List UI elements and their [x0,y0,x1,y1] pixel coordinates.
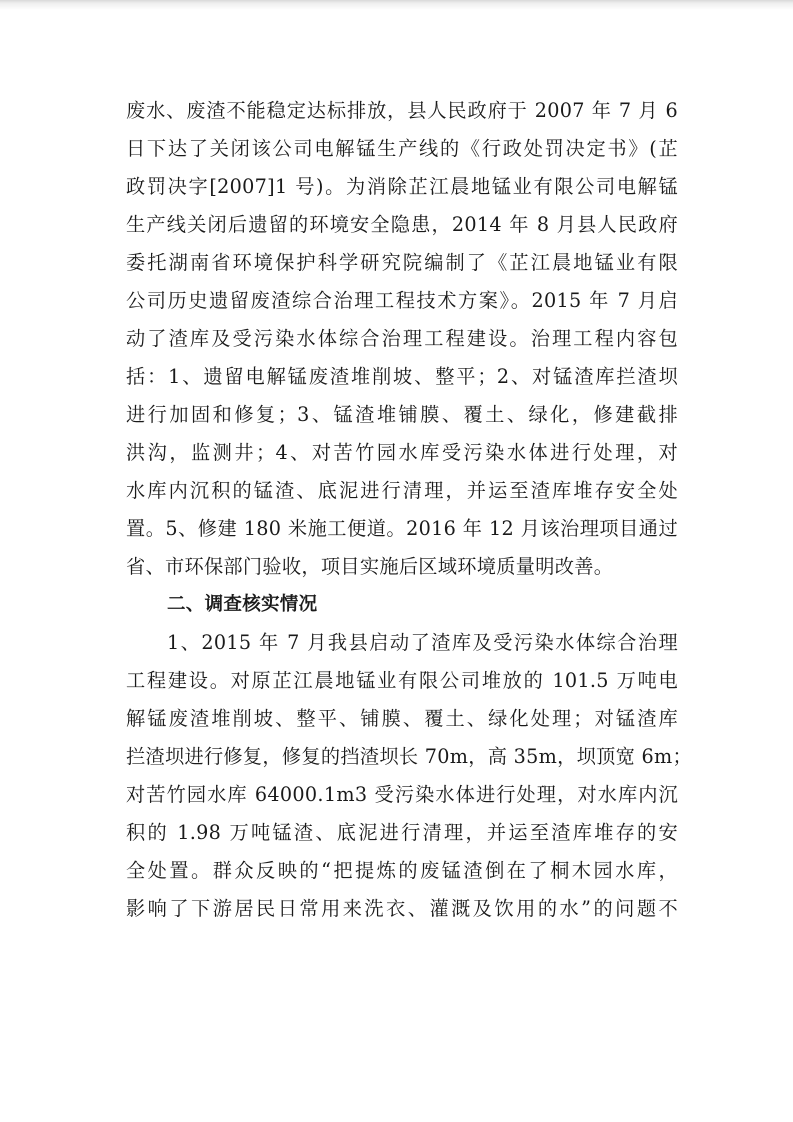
text-line: 1、2015 年 7 月我县启动了渣库及受污染水体综合治理 [167,631,678,654]
scan-top-edge [0,0,793,10]
section-heading: 二、调查核实情况 [167,594,318,615]
text-line: 进行加固和修复；3、锰渣堆铺膜、覆土、绿化，修建截排 [126,403,678,426]
text-line: 水库内沉积的锰渣、底泥进行清理，并运至渣库堆存安全处 [126,479,678,502]
text-line: 积的 1.98 万吨锰渣、底泥进行清理，并运至渣库堆存的安 [126,821,678,844]
text-line: 洪沟，监测井；4、对苦竹园水库受污染水体进行处理，对 [126,441,678,464]
text-line: 影响了下游居民日常用来洗衣、灌溉及饮用的水”的问题不 [126,897,678,920]
text-line: 废水、废渣不能稳定达标排放，县人民政府于 2007 年 7 月 6 [126,99,678,122]
text-line: 括：1、遗留电解锰废渣堆削坡、整平；2、对锰渣库拦渣坝 [126,365,678,388]
text-line: 拦渣坝进行修复，修复的挡渣坝长 70m，高 35m，坝顶宽 6m； [126,745,692,768]
text-line: 解锰废渣堆削坡、整平、铺膜、覆土、绿化处理；对锰渣库 [126,707,678,730]
text-line: 工程建设。对原芷江晨地锰业有限公司堆放的 101.5 万吨电 [126,669,678,692]
text-line: 全处置。群众反映的“把提炼的废锰渣倒在了桐木园水库， [126,859,678,882]
text-line: 政罚决字[2007]1 号)。为消除芷江晨地锰业有限公司电解锰 [126,175,678,198]
text-line: 对苦竹园水库 64000.1m3 受污染水体进行处理，对水库内沉 [126,783,678,806]
text-line: 公司历史遗留废渣综合治理工程技术方案》。2015 年 7 月启 [126,289,678,312]
paragraph-investigation [126,624,692,928]
text-line: 省、市环保部门验收，项目实施后区域环境质量明改善。 [126,555,614,578]
paragraph-background [126,92,678,586]
text-line: 日下达了关闭该公司电解锰生产线的《行政处罚决定书》(芷 [126,137,678,160]
text-line: 置。5、修建 180 米施工便道。2016 年 12 月该治理项目通过 [126,517,678,540]
text-line: 动了渣库及受污染水体综合治理工程建设。治理工程内容包 [126,327,678,350]
document-page [126,92,692,928]
text-line: 生产线关闭后遗留的环境安全隐患，2014 年 8 月县人民政府 [126,213,678,236]
text-line: 委托湖南省环境保护科学研究院编制了《芷江晨地锰业有限 [126,251,678,274]
